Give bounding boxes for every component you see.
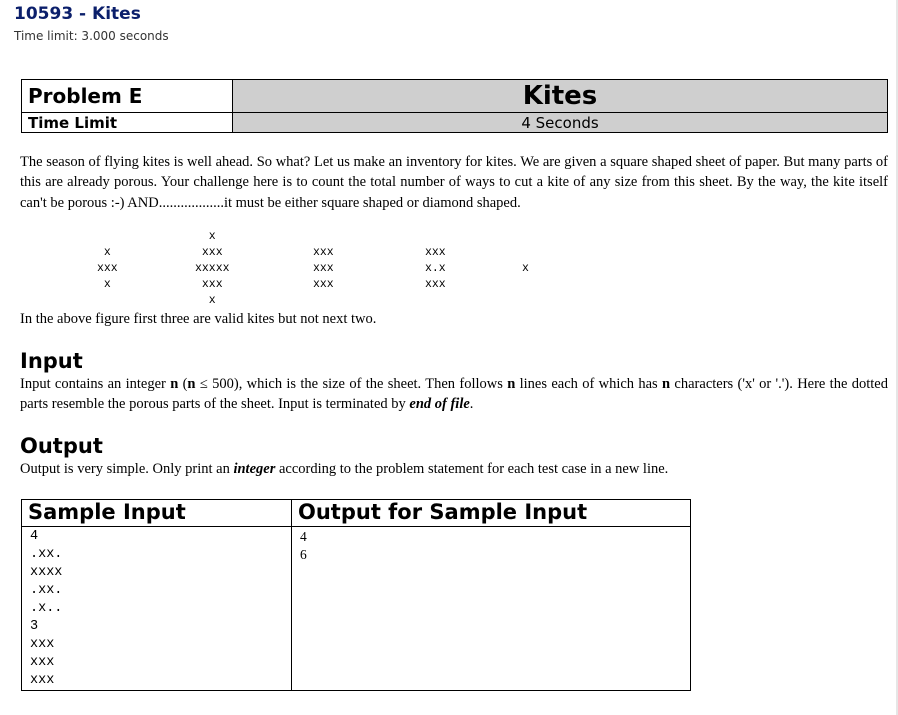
- input-heading: Input: [20, 349, 83, 373]
- time-limit-value: 4 Seconds: [233, 113, 888, 133]
- sample-input-content: 4 .xx. xxxx .xx. .x.. 3 xxx xxx xxx: [22, 527, 292, 691]
- kite-figure-4: xxx x.x xxx: [425, 246, 446, 291]
- kite-figure-5: x: [522, 262, 529, 275]
- input-description: Input contains an integer n (n ≤ 500), which is the size of the sheet. Then follows n lines each of which has n characters ('x' or '.'). Here the dotted parts resemble the porous parts of the sheet. Input is terminated by end of file.: [20, 376, 888, 413]
- problem-header-table: [21, 79, 888, 133]
- problem-label: Problem E: [22, 80, 233, 113]
- output-description: Output is very simple. Only print an integer according to the problem statement for each test case in a new line.: [20, 461, 669, 477]
- sample-table: [21, 499, 691, 691]
- sample-output-content: 4 6: [292, 527, 691, 691]
- output-heading: Output: [20, 434, 103, 458]
- kite-figure-1: x xxx x: [97, 246, 118, 291]
- figure-caption: In the above figure first three are valid kites but not next two.: [20, 311, 377, 327]
- page-title: 10593 - Kites: [14, 4, 141, 24]
- kite-figure-2: x xxx xxxxx xxx x: [195, 230, 230, 307]
- problem-title: Kites: [233, 80, 888, 113]
- kite-figure-3: xxx xxx xxx: [313, 246, 334, 291]
- sample-input-header: Sample Input: [22, 500, 292, 527]
- problem-statement: The season of flying kites is well ahead. So what? Let us make an inventory for kites. We are given a square shaped sheet of paper. But many parts of this are already porous. Your challenge here is to count the total number of ways to cut a kite of any size from this sheet. By the way, the kite itself can't be porous :-) AND..................it must be either square shaped or diamond shaped.: [20, 154, 888, 211]
- time-limit-subtitle: Time limit: 3.000 seconds: [14, 29, 169, 43]
- sample-output-header: Output for Sample Input: [292, 500, 691, 527]
- time-limit-label: Time Limit: [22, 113, 233, 133]
